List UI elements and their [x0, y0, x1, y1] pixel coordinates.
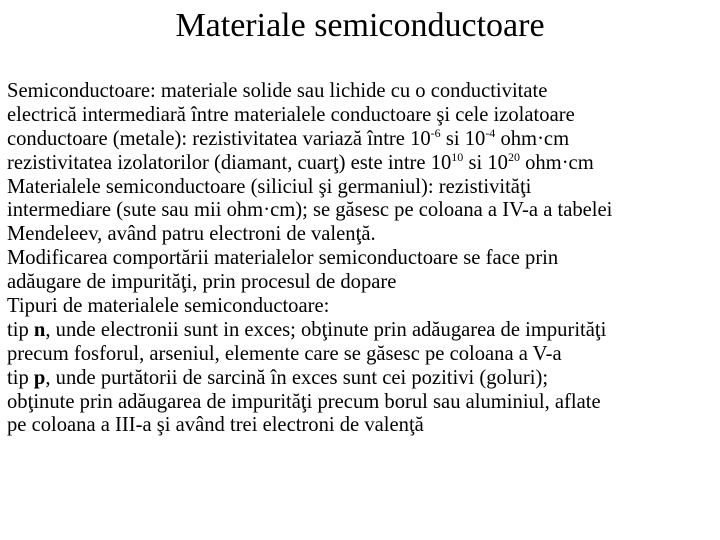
body-text-segment: ohm·cm [495, 127, 570, 150]
body-line: precum fosforul, arseniul, elemente care se găsesc pe coloana a V-a [7, 342, 562, 365]
body-line: pe coloana a III-a şi având trei electroni de valenţă [7, 414, 424, 437]
body-line: Materialele semiconductoare (siliciul şi germaniul): rezistivităţi [7, 175, 532, 198]
exponent: -4 [485, 125, 496, 140]
body-line: Semiconductoare: materiale solide sau lichide cu o conductivitate [7, 80, 548, 102]
body-line: intermediare (sute sau mii ohm·cm); se găsesc pe coloana a IV-a a tabelei [7, 199, 613, 222]
body-line [7, 319, 720, 343]
body-line: obţinute prin adăugarea de impurităţi precum borul sau aluminiul, aflate [7, 390, 601, 413]
body-line: Mendeleev, având patru electroni de valenţă. [7, 223, 376, 246]
body-line: Modificarea comportării materialelor semiconductoare se face prin [7, 247, 559, 270]
type-n-label: n [33, 318, 46, 341]
body-line [7, 125, 720, 152]
exponent: 20 [507, 149, 520, 164]
body-text-segment: ohm·cm [519, 151, 594, 174]
body-text-segment: si 10 [440, 127, 486, 150]
exponent: -6 [430, 125, 441, 140]
slide-title: Materiale semiconductoare [175, 7, 545, 44]
body-line: Tipuri de materialele semiconductoare: [7, 295, 330, 318]
exponent: 10 [451, 149, 464, 164]
body-text-segment: rezistivitatea izolatorilor (diamant, cuarţ) este intre 10 [7, 151, 452, 174]
body-line [7, 367, 720, 391]
body-text-segment: tip [7, 318, 34, 341]
body-text-segment: tip [7, 366, 34, 389]
body-text-segment: conductoare (metale): rezistivitatea variază între 10 [7, 127, 431, 150]
body-text-segment: , unde purtătorii de sarcină în exces sunt cei pozitivi (goluri); [45, 366, 549, 389]
body-text-segment: , unde electronii sunt in exces; obţinute prin adăugarea de impurităţi [45, 318, 607, 341]
body-line: electrică intermediară între materialele conductoare şi cele izolatoare [7, 103, 575, 126]
body-text-segment: si 10 [463, 151, 508, 174]
slide-body [7, 80, 720, 438]
type-p-label: p [33, 366, 46, 389]
body-line [7, 149, 720, 176]
body-line: adăugare de impurităţi, prin procesul de dopare [7, 271, 397, 294]
